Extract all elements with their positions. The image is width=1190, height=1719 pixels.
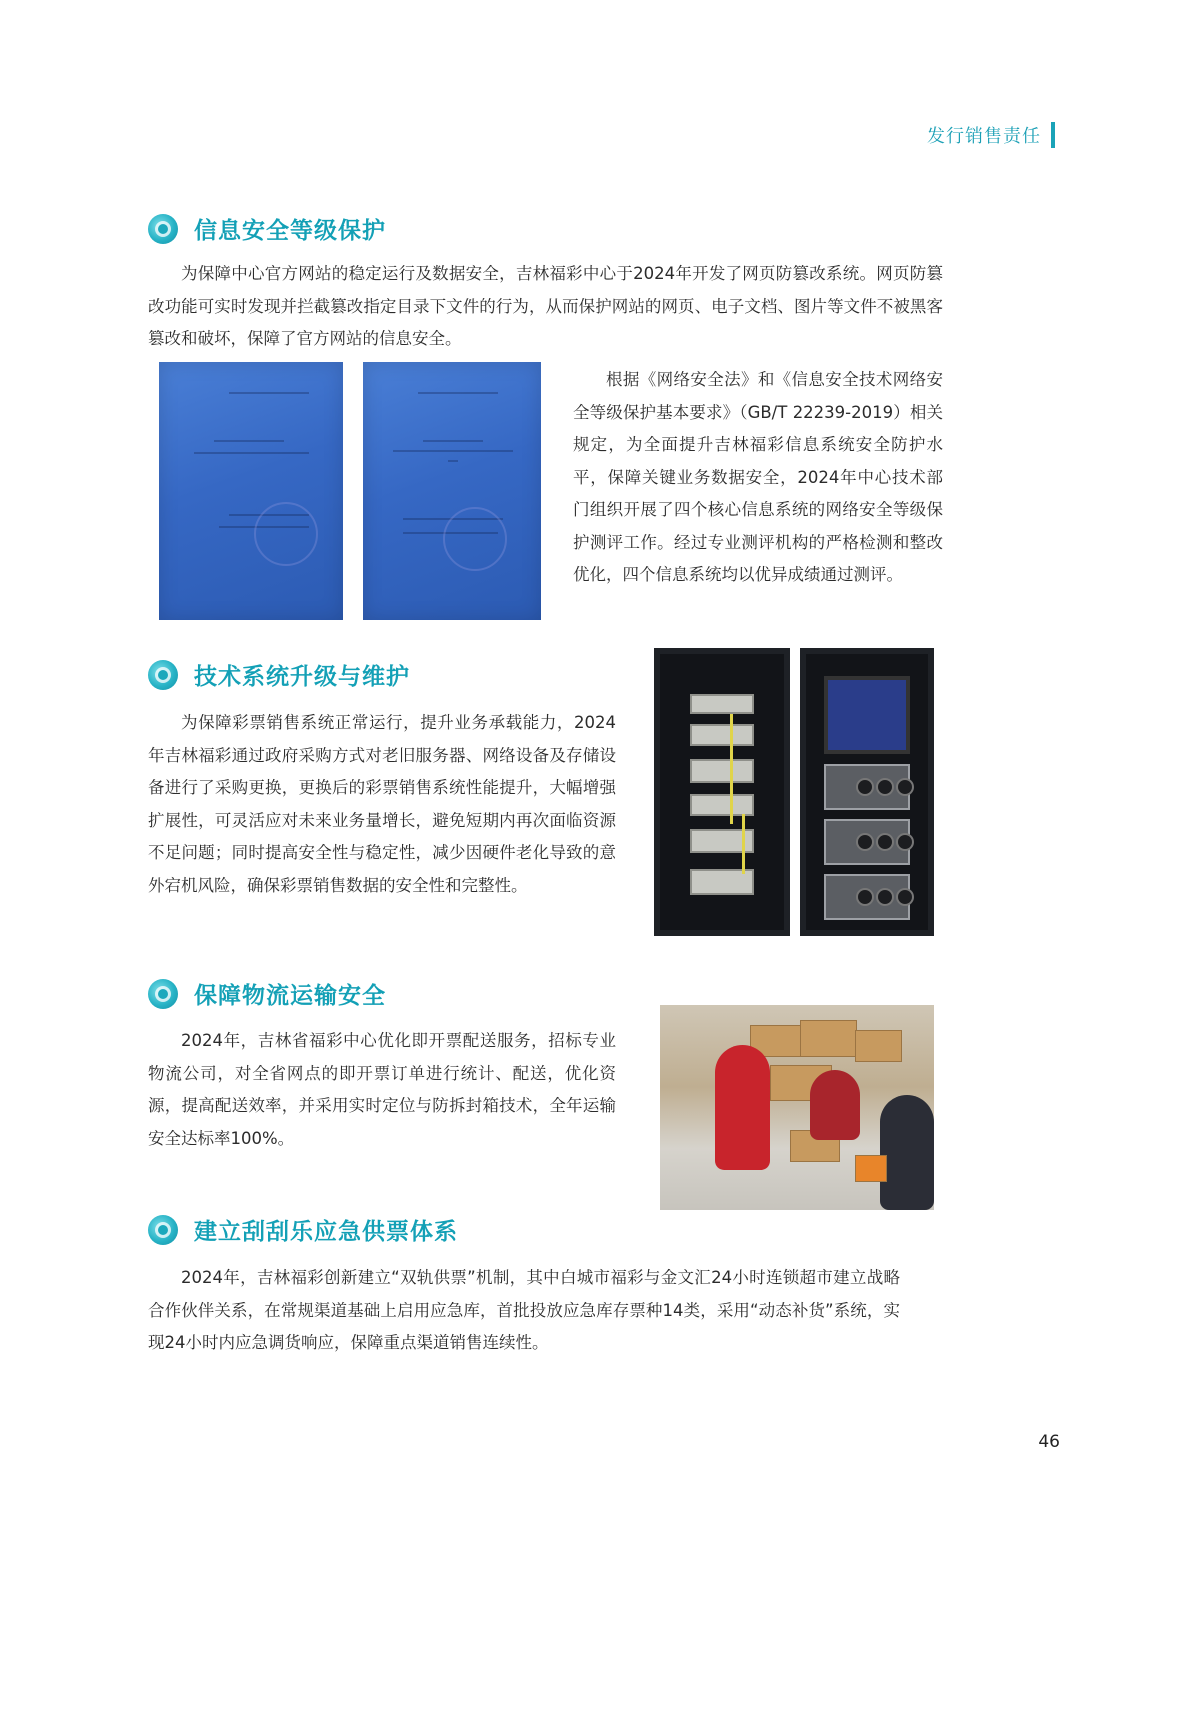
- paragraph: 为保障中心官方网站的稳定运行及数据安全，吉林福彩中心于2024年开发了网页防篡改系统。网页防篡改功能可实时发现并拦截篡改指定目录下文件的行为，从而保护网站的网页、电子文档、图片等文件不被黑客篡改和破坏，保障了官方网站的信息安全。: [148, 264, 943, 348]
- paragraph: 2024年，吉林福彩创新建立“双轨供票”机制，其中白城市福彩与金文汇24小时连锁超市建立战略合作伙伴关系，在常规渠道基础上启用应急库，首批投放应急库存票种14类，采用“动态补货”系统，实现24小时内应急调货响应，保障重点渠道销售连续性。: [148, 1268, 900, 1352]
- section-heading: 保障物流运输安全: [194, 983, 386, 1009]
- bullet-circle-icon: [148, 979, 178, 1009]
- section-title-logistics: [148, 977, 386, 1010]
- header-accent-bar: [1051, 122, 1055, 148]
- bullet-circle-icon: [148, 660, 178, 690]
- report-cover-image-1: [159, 362, 343, 620]
- server-rack-photo-2: [800, 648, 934, 936]
- warehouse-photo: [660, 1005, 934, 1210]
- section-title-info-security: [148, 212, 386, 245]
- section-title-emergency-supply: [148, 1213, 458, 1246]
- bullet-circle-icon: [148, 1215, 178, 1245]
- report-cover-image-2: [363, 362, 541, 620]
- header-title: 发行销售责任: [927, 126, 1041, 147]
- section-heading: 技术系统升级与维护: [194, 664, 410, 690]
- section-heading: 信息安全等级保护: [194, 218, 386, 244]
- bullet-circle-icon: [148, 214, 178, 244]
- server-rack-photo-1: [654, 648, 790, 936]
- section-title-system-upgrade: [148, 658, 410, 691]
- page-number: 46: [1038, 1432, 1060, 1452]
- paragraph: 2024年，吉林省福彩中心优化即开票配送服务，招标专业物流公司，对全省网点的即开票订单进行统计、配送，优化资源，提高配送效率，并采用实时定位与防拆封箱技术，全年运输安全达标率100%。: [148, 1031, 616, 1148]
- paragraph: 为保障彩票销售系统正常运行，提升业务承载能力，2024年吉林福彩通过政府采购方式对老旧服务器、网络设备及存储设备进行了采购更换，更换后的彩票销售系统性能提升，大幅增强扩展性，可灵活应对未来业务量增长，避免短期内再次面临资源不足问题；同时提高安全性与稳定性，减少因硬件老化导致的意外宕机风险，确保彩票销售数据的安全性和完整性。: [148, 713, 616, 895]
- running-header: [927, 122, 1055, 148]
- section-heading: 建立刮刮乐应急供票体系: [194, 1219, 458, 1245]
- paragraph: 根据《网络安全法》和《信息安全技术网络安全等级保护基本要求》（GB/T 22239-2019）相关规定，为全面提升吉林福彩信息系统安全防护水平，保障关键业务数据安全，2024年中心技术部门组织开展了四个核心信息系统的网络安全等级保护测评工作。经过专业测评机构的严格检测和整改优化，四个信息系统均以优异成绩通过测评。: [573, 370, 943, 584]
